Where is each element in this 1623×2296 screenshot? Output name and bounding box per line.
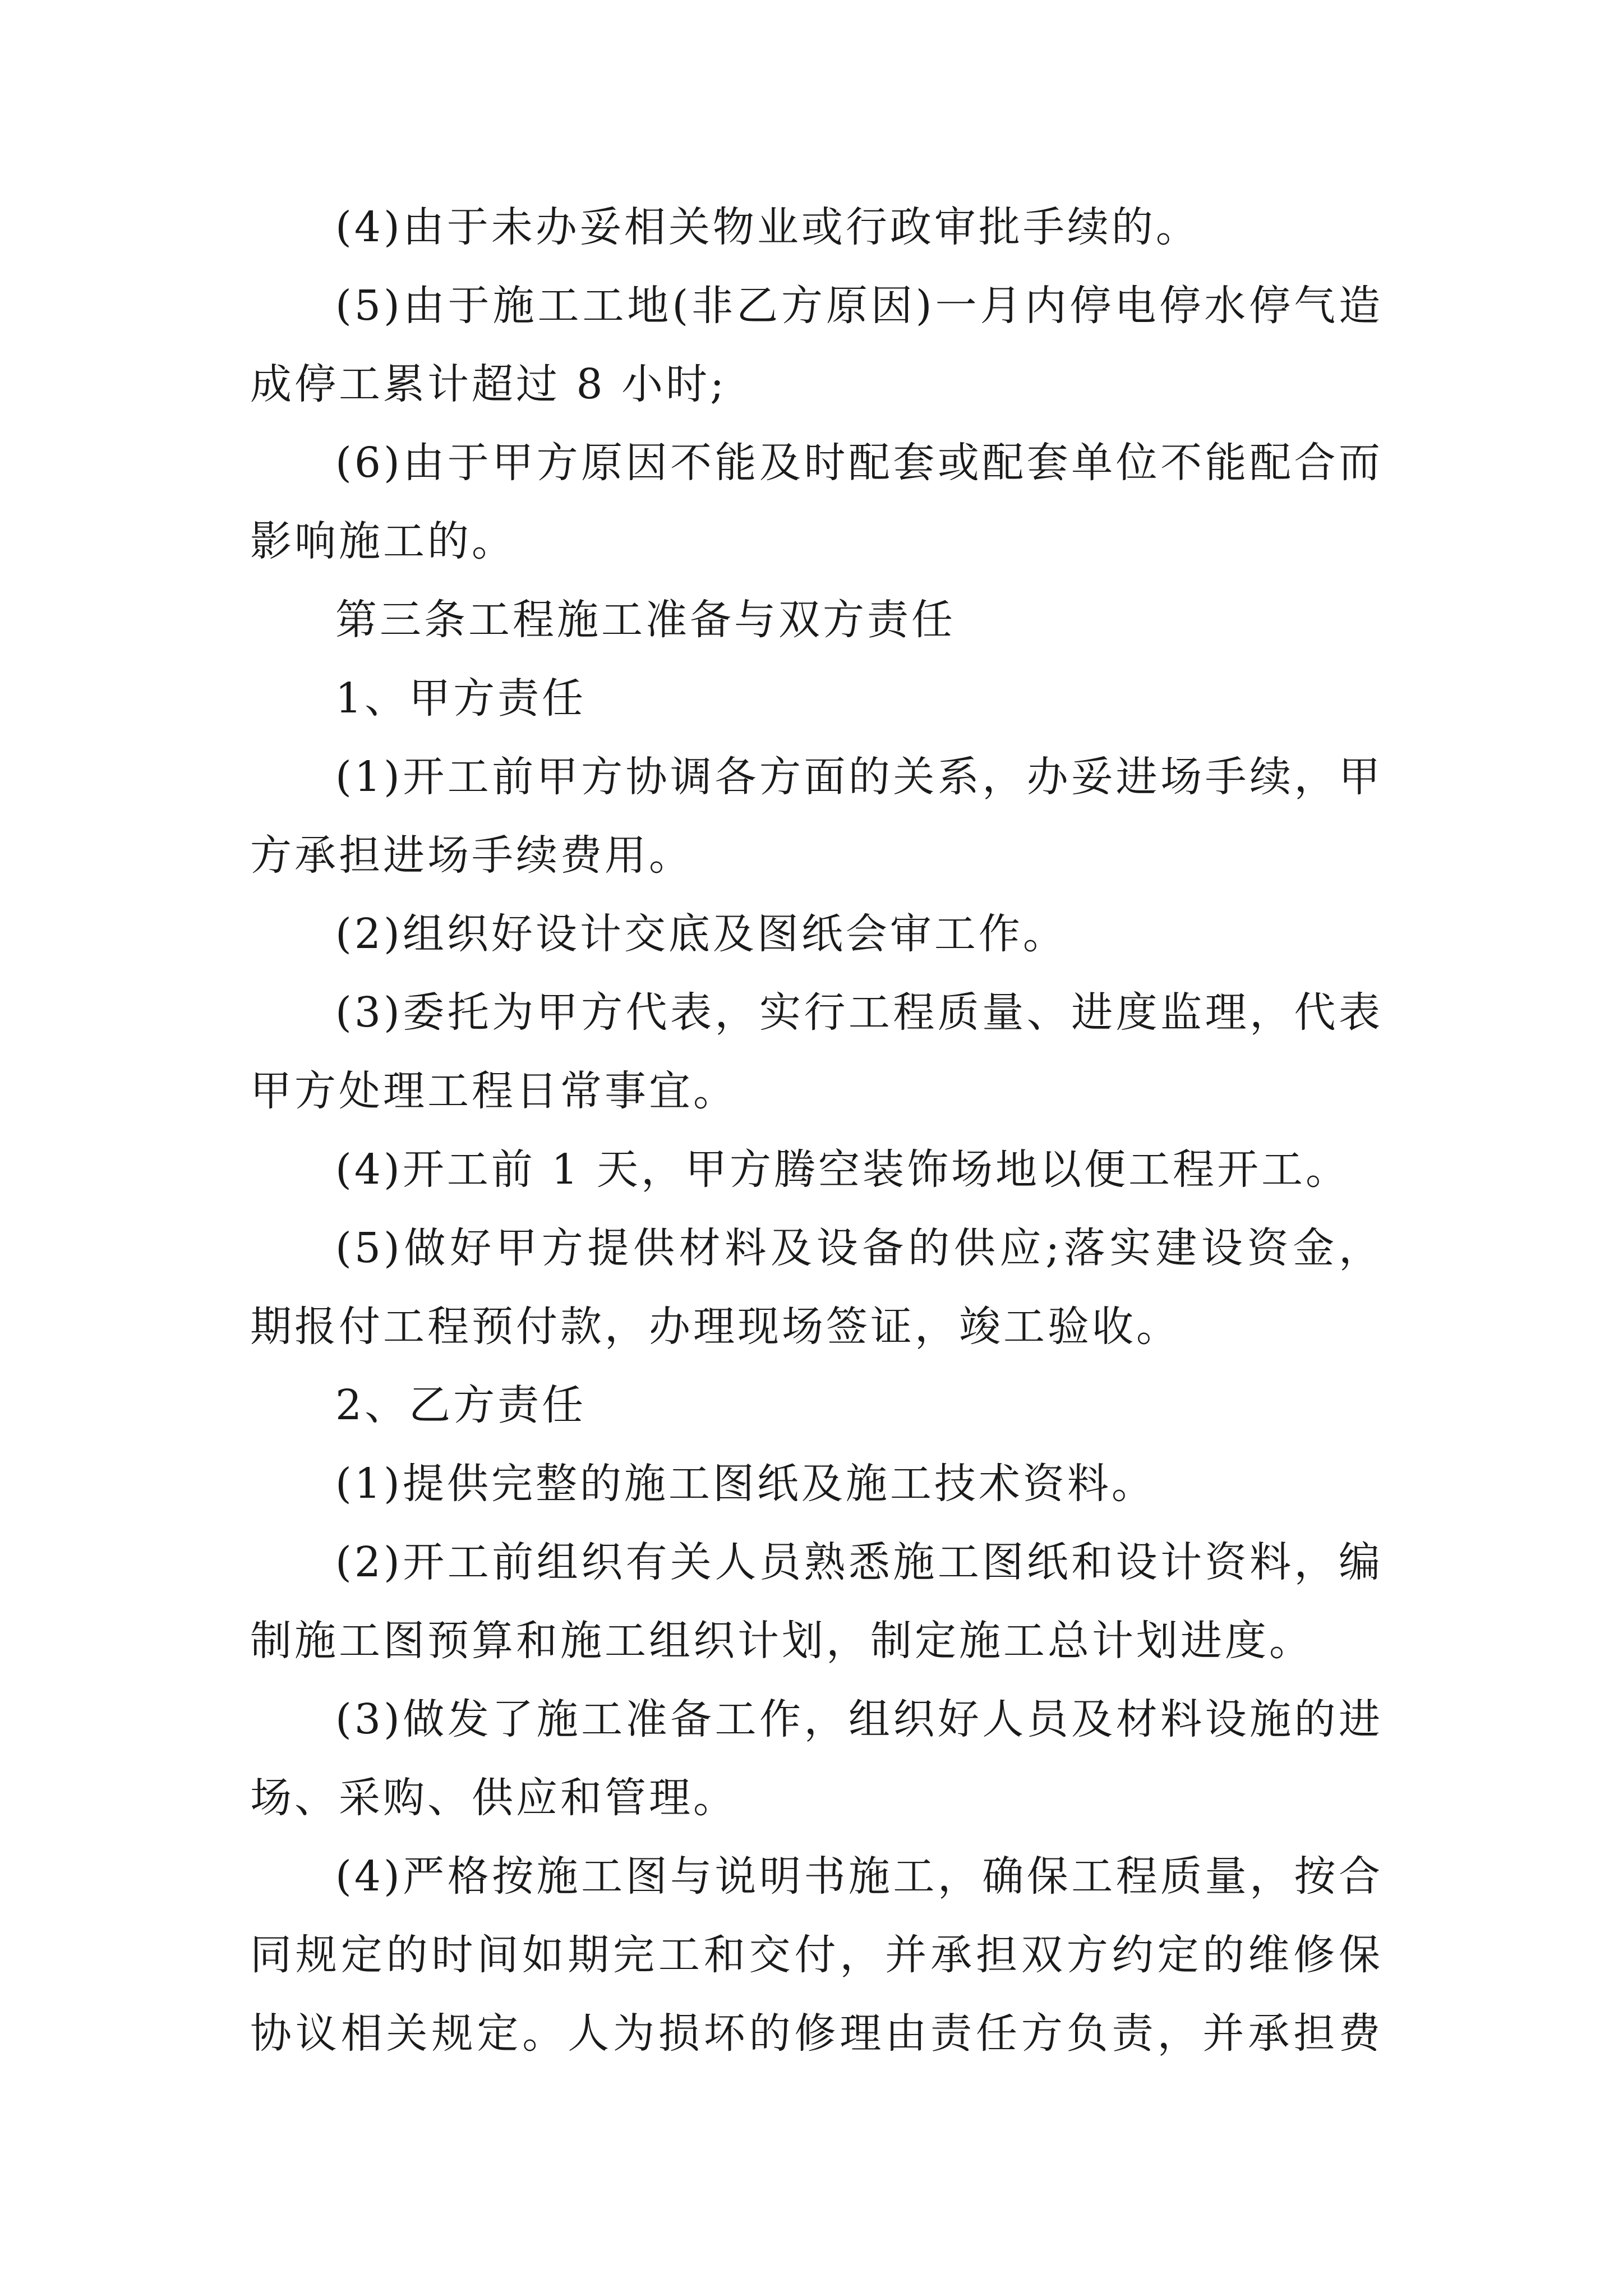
text-line: 场、采购、供应和管理。 — [250, 1774, 737, 1822]
text-line: 2、乙方责任 — [335, 1381, 587, 1429]
document-body — [250, 188, 1383, 2073]
text-line: (2)组织好设计交底及图纸会审工作。 — [335, 910, 1067, 958]
text-line: 甲方处理工程日常事宜。 — [250, 1067, 737, 1115]
text-line: 同规定的时间如期完工和交付，并承担双方约定的维修保 — [250, 1931, 1383, 1979]
text-line: (3)做发了施工准备工作，组织好人员及材料设施的进 — [335, 1695, 1383, 1743]
text-line: (6)由于甲方原因不能及时配套或配套单位不能配合而 — [335, 439, 1383, 487]
text-line: 制施工图预算和施工组织计划，制定施工总计划进度。 — [250, 1617, 1313, 1665]
text-line: (2)开工前组织有关人员熟悉施工图纸和设计资料，编 — [335, 1538, 1383, 1586]
text-line: (4)由于未办妥相关物业或行政审批手续的。 — [335, 203, 1200, 251]
text-line: (3)委托为甲方代表，实行工程质量、进度监理，代表 — [335, 988, 1383, 1037]
text-line: 1、甲方责任 — [335, 674, 587, 723]
text-line: 协议相关规定。人为损坏的修理由责任方负责，并承担费 — [250, 2009, 1383, 2058]
text-line: 第三条工程施工准备与双方责任 — [335, 596, 956, 644]
text-line: (1)提供完整的施工图纸及施工技术资料。 — [335, 1460, 1156, 1508]
text-line: 期报付工程预付款，办理现场签证，竣工验收。 — [250, 1303, 1181, 1351]
text-line: 影响施工的。 — [250, 517, 516, 565]
text-line: (4)开工前 1 天，甲方腾空装饰场地以便工程开工。 — [335, 1145, 1350, 1194]
text-line: (5)做好甲方提供材料及设备的供应;落实建设资金， — [335, 1224, 1383, 1272]
text-line: (5)由于施工工地(非乙方原因)一月内停电停水停气造 — [335, 282, 1383, 330]
text-line: (1)开工前甲方协调各方面的关系，办妥进场手续，甲 — [335, 753, 1383, 801]
text-line: 方承担进场手续费用。 — [250, 831, 693, 880]
text-line: (4)严格按施工图与说明书施工，确保工程质量，按合 — [335, 1852, 1383, 1901]
text-line: 成停工累计超过 8 小时; — [250, 360, 727, 408]
